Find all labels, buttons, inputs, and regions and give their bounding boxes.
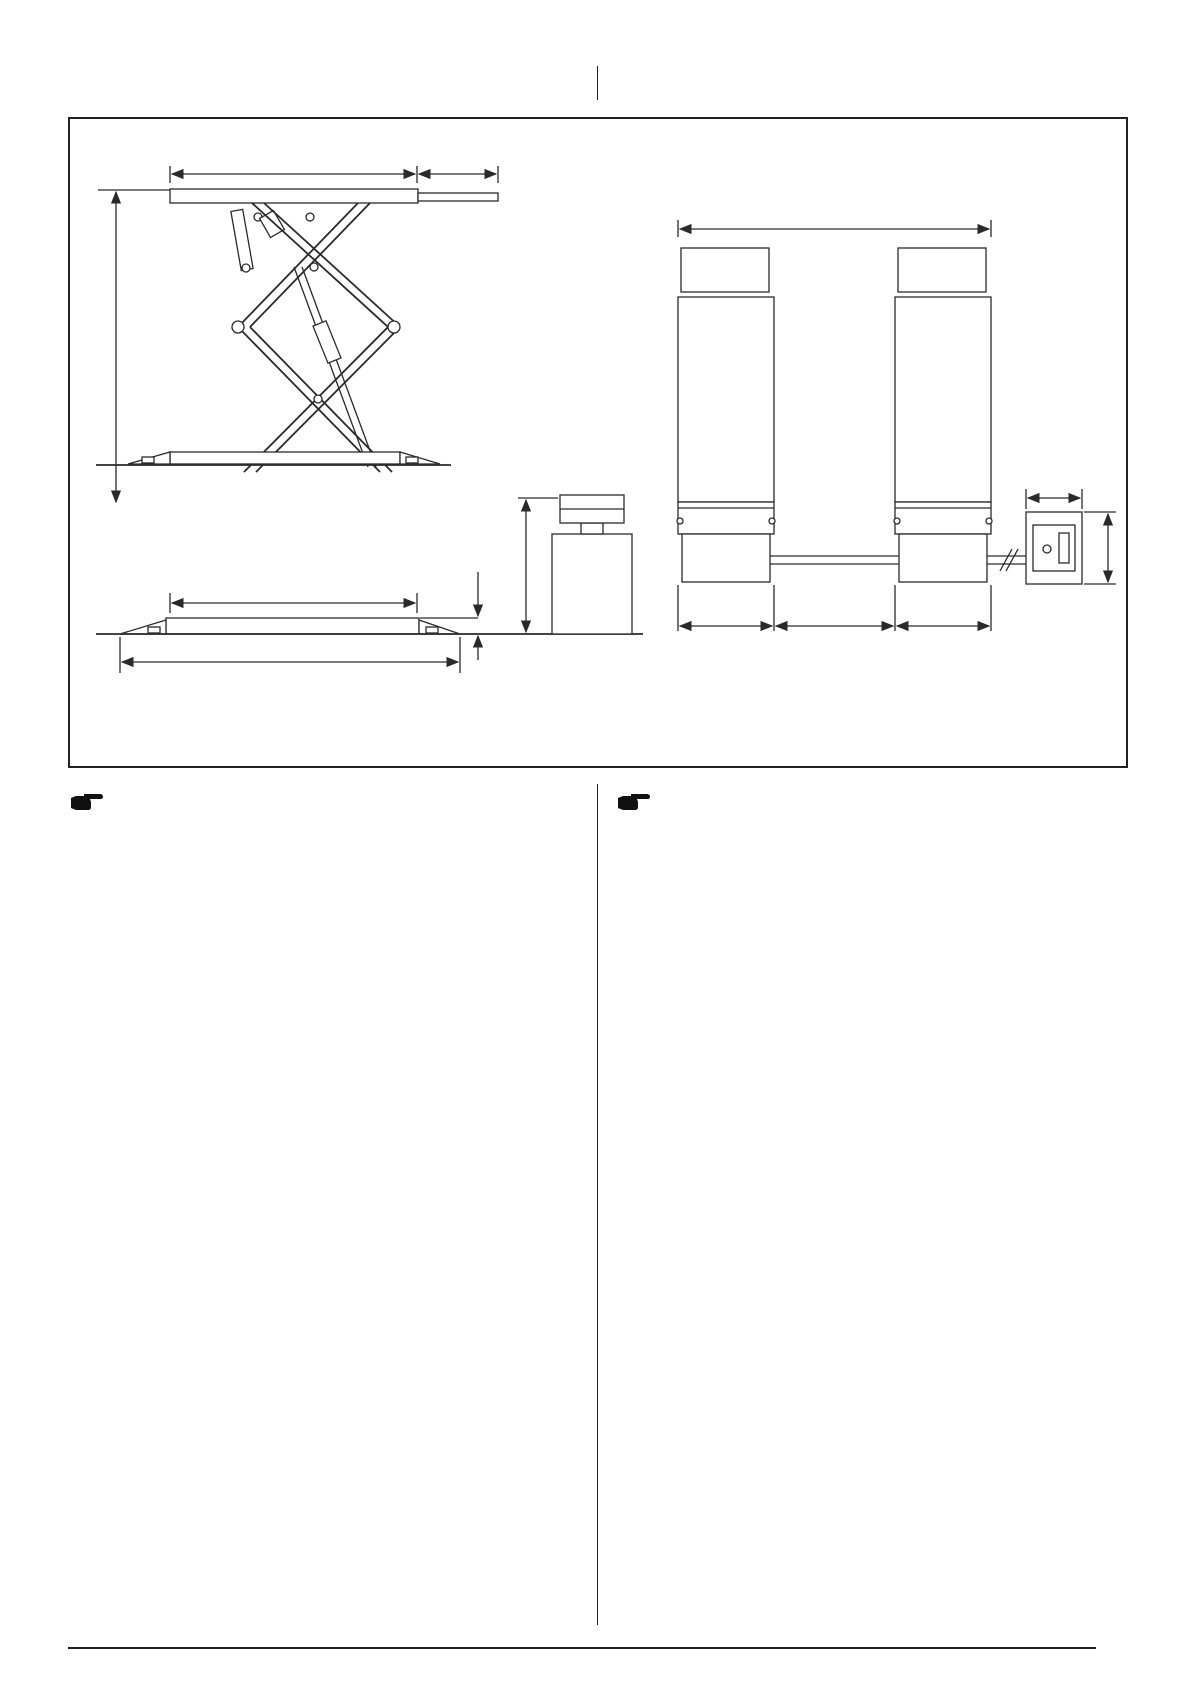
dimension-control-unit-depth xyxy=(1084,512,1116,584)
column-divider xyxy=(597,784,598,1625)
top-view xyxy=(677,220,1116,631)
ramp-right xyxy=(419,620,460,634)
scissor-arms xyxy=(232,203,400,472)
dimension-platform-length-lowered xyxy=(170,593,417,613)
lift-base xyxy=(170,452,400,464)
platform-extension xyxy=(418,193,498,201)
safety-lock-arm xyxy=(231,209,253,270)
platform-right xyxy=(894,248,992,582)
hydraulic-cylinder xyxy=(294,267,376,467)
header-tick-mark xyxy=(597,66,598,100)
platform-left xyxy=(677,248,775,582)
footer-rule xyxy=(68,1647,1096,1649)
pivot xyxy=(242,264,250,272)
lift-dimension-drawing xyxy=(68,117,1128,768)
dimension-platform-widths xyxy=(678,585,991,631)
dimension-control-unit-width xyxy=(1026,489,1082,509)
pointing-hand-icon xyxy=(617,792,651,812)
dimension-overall-length xyxy=(120,637,460,673)
dimension-overall-width xyxy=(678,220,991,237)
pointing-hand-icon xyxy=(70,792,104,812)
dimension-ramp-extension xyxy=(419,166,498,183)
side-view-lowered xyxy=(96,495,643,673)
side-view-raised xyxy=(96,166,498,502)
lift-platform-lowered xyxy=(166,618,419,634)
note-right xyxy=(617,792,651,817)
control-unit-top xyxy=(1026,512,1082,584)
dimension-platform-length xyxy=(170,166,417,183)
dimension-min-height xyxy=(420,572,478,660)
note-left xyxy=(70,792,104,817)
lift-platform xyxy=(170,189,418,203)
slider-block xyxy=(260,210,285,237)
control-unit-side xyxy=(518,495,632,634)
